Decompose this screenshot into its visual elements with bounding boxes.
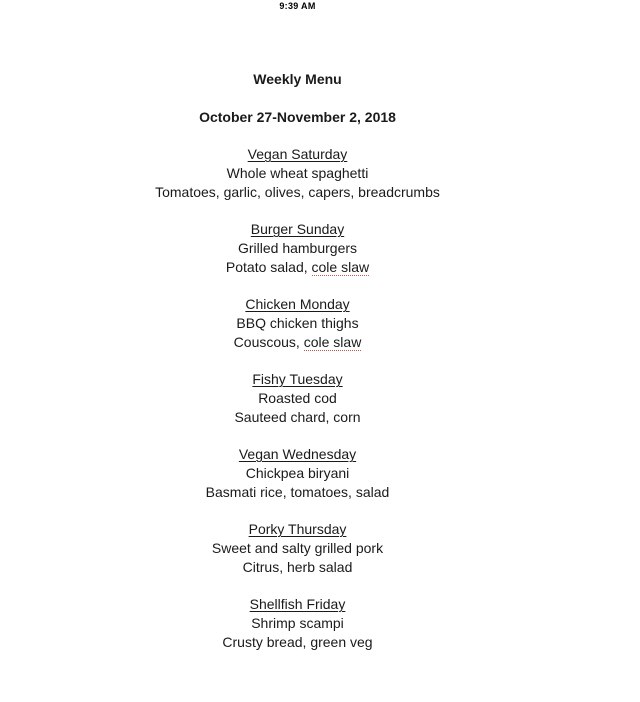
menu-item: Sauteed chard, corn [234, 408, 361, 425]
menu-item [0, 333, 595, 352]
day-heading: Fishy Tuesday [252, 371, 343, 387]
document-title: Weekly Menu [253, 71, 342, 87]
menu-item: Chickpea biryani [245, 464, 350, 481]
menu-item: Roasted cod [258, 389, 337, 406]
menu-item: Sweet and salty grilled pork [211, 539, 384, 556]
menu-item: Shrimp scampi [251, 614, 344, 631]
misspelled-word[interactable]: cole slaw [303, 333, 362, 350]
menu-item: BBQ chicken thighs [236, 314, 359, 331]
misspelled-word[interactable]: cole slaw [311, 258, 370, 275]
menu-document[interactable] [0, 70, 595, 651]
day-heading: Shellfish Friday [249, 596, 346, 612]
menu-item-text: Couscous, [233, 333, 304, 350]
menu-section-monday [0, 295, 595, 351]
menu-section-saturday [0, 145, 595, 201]
menu-item: Tomatoes, garlic, olives, capers, breadcrumbs [155, 183, 440, 200]
menu-section-thursday [0, 520, 595, 576]
menu-item: Crusty bread, green veg [222, 633, 373, 650]
day-heading: Vegan Wednesday [238, 446, 357, 462]
menu-section-sunday [0, 220, 595, 276]
status-bar-time: 9:39 AM [279, 1, 316, 11]
day-heading: Burger Sunday [250, 221, 345, 237]
menu-item-text: Potato salad, [225, 258, 312, 275]
menu-section-friday [0, 595, 595, 651]
day-heading: Porky Thursday [248, 521, 347, 537]
day-heading: Chicken Monday [245, 296, 350, 312]
menu-item [0, 258, 595, 277]
menu-section-tuesday [0, 370, 595, 426]
document-date-range: October 27-November 2, 2018 [199, 108, 396, 125]
day-heading: Vegan Saturday [247, 146, 348, 162]
menu-item: Basmati rice, tomatoes, salad [205, 483, 390, 500]
menu-section-wednesday [0, 445, 595, 501]
menu-item: Grilled hamburgers [237, 239, 358, 256]
menu-item: Citrus, herb salad [242, 558, 353, 575]
menu-item: Whole wheat spaghetti [226, 164, 369, 181]
